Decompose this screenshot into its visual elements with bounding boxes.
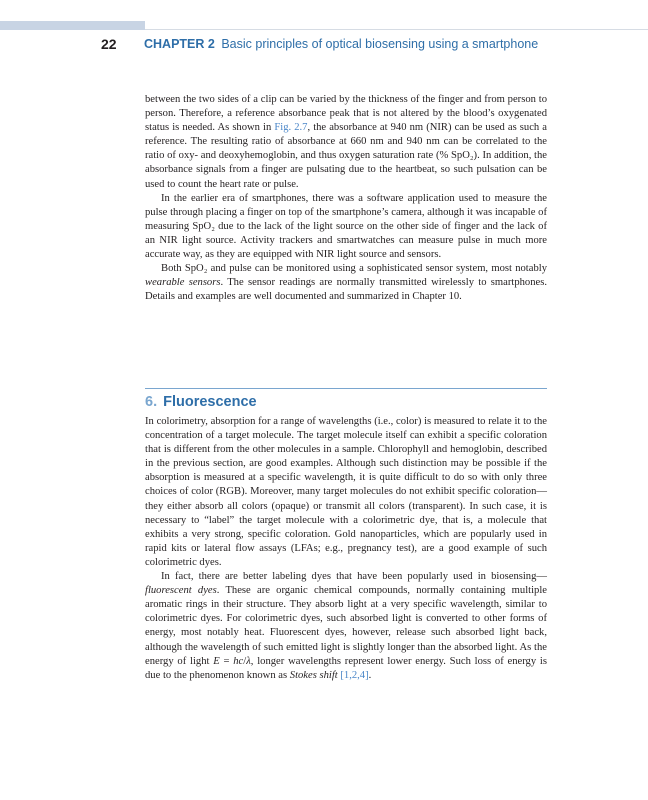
emphasis-text: wearable sensors (145, 277, 221, 289)
section-heading (145, 394, 257, 410)
emphasis-text: E (213, 655, 220, 667)
header-rule (145, 29, 648, 30)
text-run: . These are organic chemical compounds, normally containing multiple aromatic rings in their structure. They absorb light at a very specific wavelength, similar to colorimetric dyes. For colorimetric dyes, such absorbed light is converted to other forms of energy, most notably heat. Fluorescent dyes, however, release such absorbed light back, although the wavelength of such emitted light is slightly longer than the absorbed light. As the energy of light (145, 585, 547, 667)
text-run: In fact, there are better labeling dyes that have been popularly used in biosensing— (161, 571, 547, 583)
chapter-label: CHAPTER 2 (144, 37, 215, 51)
text-run: . The sensor readings are normally transmitted wirelessly to smartphones. Details and examples are well documented and summarized in Chapter 10. (145, 277, 547, 303)
emphasis-text: hc (233, 655, 244, 667)
paragraph (145, 415, 547, 570)
text-run: between the two sides of a clip can be varied by the thickness of the finger and from person to person. Therefore, a reference absorbance peak that is not altered by the blood’s oxygenated status is needed. As shown in (145, 94, 547, 134)
body-text-section (145, 415, 547, 683)
text-run: , the absorbance at 940 nm (NIR) can be used as such a reference. The resulting ratio of absorbance at 660 nm and 940 nm can be correlated to the ratio of oxy- and deoxyhemoglobin, and thus oxygen saturation rate (% SpO₂). In addition, the absorbance signals from a finger are pulsating due to the heartbeat, so such pulsation can be used to count the heart rate or pulse. (145, 122, 547, 190)
running-head (144, 37, 538, 51)
paragraph (145, 262, 547, 304)
emphasis-text: λ (246, 655, 251, 667)
text-run: In colorimetry, absorption for a range of wavelengths (i.e., color) is measured to relate it to the concentration of a target molecule. The target molecule itself can exhibit a specific coloration that is different from the other molecules in a sample. Chlorophyll and hemoglobin, described in the previous section, are good examples. Although such distinction may be possible if the absorption is measured at a specific wavelength, it is quite difficult to do so with only three choices of color (RGB). Moreover, many target molecules do not exhibit specific coloration—they either absorb all colors (opaque) or transmit all colors (transparent). In such case, it is necessary to “label” the target molecule with a colorimetric dye, that is, a molecule that exhibits a very strong, specific coloration. Gold nanoparticles, which are popularly used in rapid kits or lateral flow assays (LFAs; e.g., pregnancy test), are a good example of such colorimetric dyes. (145, 416, 547, 568)
emphasis-text: Stokes shift (289, 669, 338, 681)
emphasis-text: fluorescent dyes (145, 585, 217, 597)
section-title: Fluorescence (163, 394, 257, 410)
header-accent-bar (0, 21, 145, 30)
text-run: , longer wavelengths represent lower energy. Such loss of energy is due to the phenomenon known as (145, 655, 547, 681)
page-number: 22 (101, 36, 117, 52)
body-text-top (145, 93, 547, 304)
text-run: / (243, 655, 247, 667)
text-run: . (368, 669, 372, 681)
paragraph (145, 93, 547, 192)
paragraph (145, 192, 547, 262)
text-run: In the earlier era of smartphones, there was a software application used to measure the pulse through placing a finger on top of the smartphone’s camera, although it was incapable of measuring SpO₂ due to the lack of the light source on the other side of finger and the lack of an NIR light source. Activity trackers and smartwatches can measure pulse in much more accurate way, as they are equipped with NIR light source and sensors. (145, 192, 547, 261)
paragraph (145, 570, 547, 683)
reference-link[interactable]: [1,2,4] (340, 669, 369, 681)
chapter-title: Basic principles of optical biosensing using a smartphone (221, 37, 539, 51)
section-rule (145, 388, 547, 389)
reference-link[interactable]: Fig. 2.7 (274, 122, 308, 134)
section-number: 6. (145, 394, 158, 410)
text-run: = (219, 655, 234, 667)
text-run: Both SpO₂ and pulse can be monitored using a sophisticated sensor system, most notably (161, 263, 547, 275)
